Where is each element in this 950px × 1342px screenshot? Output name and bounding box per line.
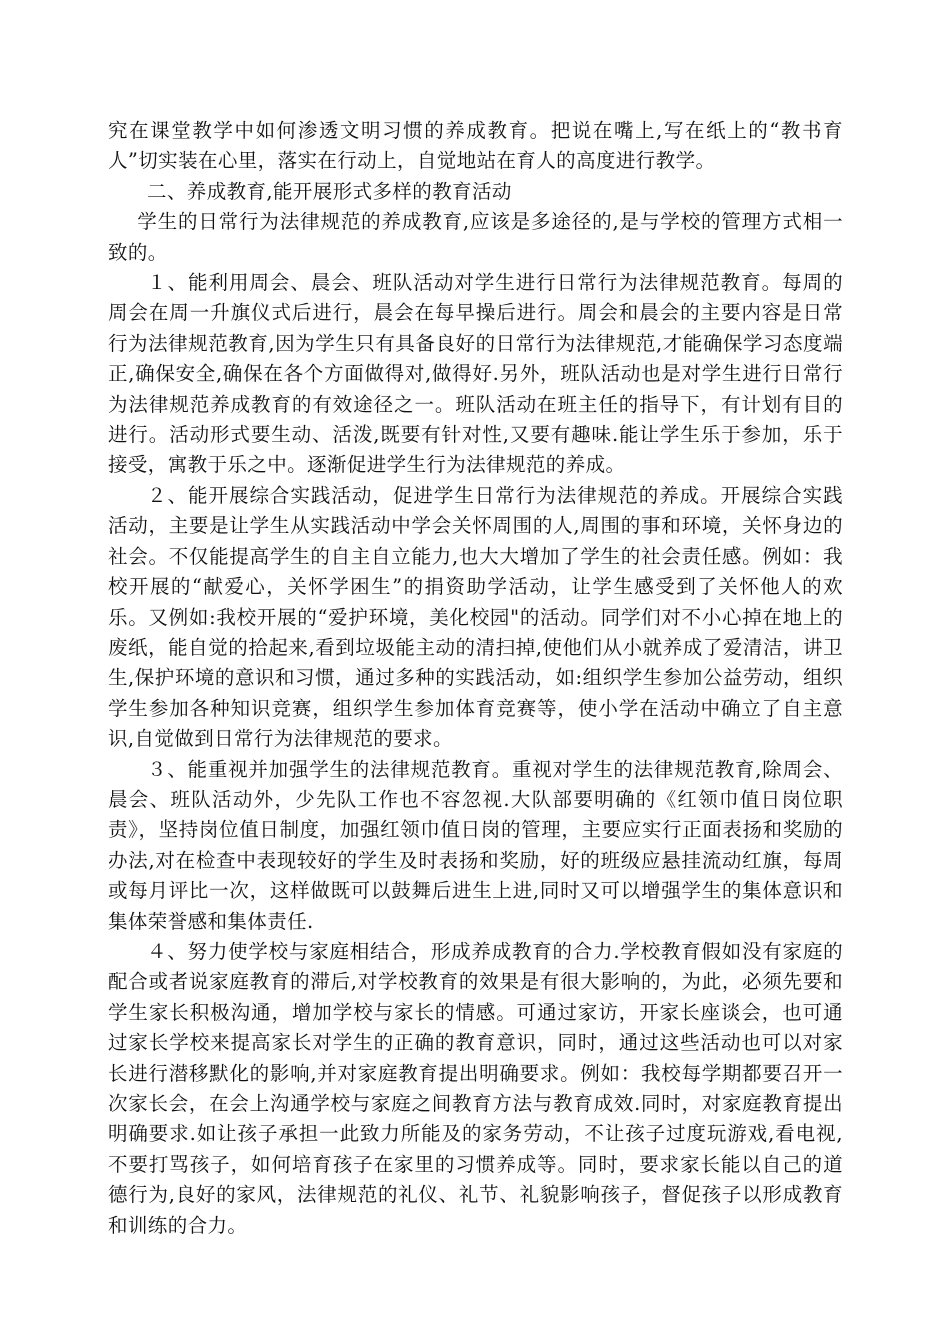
paragraph-intro: 学生的日常行为法律规范的养成教育,应该是多途径的,是与学校的管理方式相一致的。 — [108, 210, 843, 264]
paragraph-item-3: ３、能重视并加强学生的法律规范教育。重视对学生的法律规范教育,除周会、晨会、班队活动外，少先队工作也不容忽视.大队部要明确的《红领巾值日岗位职责》，坚持岗位值日制度，加强红领巾值日岗的管理，主要应实行正面表扬和奖励的办法,对在检查中表现较好的学生及时表扬和奖励，好的班级应悬挂流动红旗，每周或每月评比一次，这样做既可以鼓舞后进生上进,同时又可以增强学生的集体意识和集体荣誉感和集体责任. — [108, 757, 843, 933]
document-body — [108, 116, 843, 1241]
paragraph-item-1: １、能利用周会、晨会、班队活动对学生进行日常行为法律规范教育。每周的周会在周一升旗仪式后进行，晨会在每早操后进行。周会和晨会的主要内容是日常行为法律规范教育,因为学生只有具备良好的日常行为法律规范,才能确保学习态度端正,确保安全,确保在各个方面做得对,做得好.另外，班队活动也是对学生进行日常行为法律规范养成教育的有效途径之一。班队活动在班主任的指导下，有计划有目的进行。活动形式要生动、活泼,既要有针对性,又要有趣味.能让学生乐于参加，乐于接受，寓教于乐之中。逐渐促进学生行为法律规范的养成。 — [108, 271, 843, 477]
paragraph-continuation: 究在课堂教学中如何渗透文明习惯的养成教育。把说在嘴上,写在纸上的“教书育人”切实装在心里，落实在行动上，自觉地站在育人的高度进行教学。 — [108, 119, 843, 173]
section-heading-2: 二、养成教育,能开展形式多样的教育活动 — [147, 179, 512, 203]
paragraph-item-4: ４、努力使学校与家庭相结合，形成养成教育的合力.学校教育假如没有家庭的配合或者说家庭教育的滞后,对学校教育的效果是有很大影响的，为此，必须先要和学生家长积极沟通，增加学校与家长的情感。可通过家访，开家长座谈会，也可通过家长学校来提高家长对学生的正确的教育意识，同时，通过这些活动也可以对家长进行潜移默化的影响,并对家庭教育提出明确要求。例如：我校每学期都要召开一次家长会，在会上沟通学校与家庭之间教育方法与教育成效.同时，对家庭教育提出明确要求.如让孩子承担一此致力所能及的家务劳动，不让孩子过度玩游戏,看电视,不要打骂孩子，如何培育孩子在家里的习惯养成等。同时，要求家长能以自己的道德行为,良好的家风，法律规范的礼仪、礼节、礼貌影响孩子，督促孩子以形成教育和训练的合力。 — [108, 939, 843, 1237]
paragraph-item-2: ２、能开展综合实践活动，促进学生日常行为法律规范的养成。开展综合实践活动，主要是让学生从实践活动中学会关怀周围的人,周围的事和环境，关怀身边的社会。不仅能提高学生的自主自立能力,也大大增加了学生的社会责任感。例如：我校开展的“献爱心，关怀学困生”的捐资助学活动，让学生感受到了关怀他人的欢乐。又例如:我校开展的“爱护环境，美化校园"的活动。同学们对不小心掉在地上的废纸，能自觉的拾起来,看到垃圾能主动的清扫掉,使他们从小就养成了爱清洁，讲卫生,保护环境的意识和习惯，通过多种的实践活动，如:组织学生参加公益劳动，组织学生参加各种知识竞赛，组织学生参加体育竞赛等，使小学在活动中确立了自主意识,自觉做到日常行为法律规范的要求。 — [108, 483, 843, 751]
